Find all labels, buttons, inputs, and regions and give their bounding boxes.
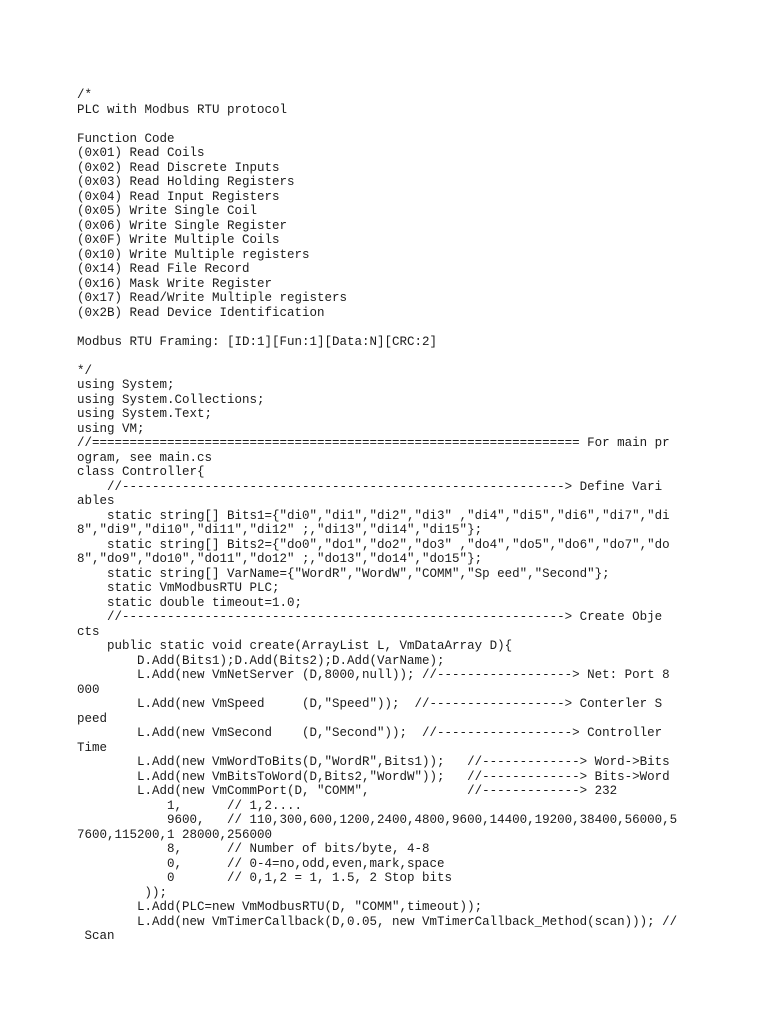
code-line: L.Add(new VmSpeed (D,"Speed")); //------------------> Conterler S	[77, 697, 663, 711]
code-line: (0x02) Read Discrete Inputs	[77, 160, 280, 175]
code-line: (0x17) Read/Write Multiple registers	[77, 291, 348, 305]
code-line: L.Add(new VmSecond (D,"Second")); //------------------> Controller	[77, 726, 663, 740]
code-line: Modbus RTU Framing: [ID:1][Fun:1][Data:N][CRC:2]	[77, 334, 438, 349]
code-line: (0x05) Write Single Coil	[77, 204, 258, 218]
code-line: using System.Text;	[77, 407, 213, 421]
code-line: D.Add(Bits1);D.Add(Bits2);D.Add(VarName);	[77, 653, 445, 668]
code-line: L.Add(new VmTimerCallback(D,0.05, new VmTimerCallback_Method(scan))); //	[77, 914, 678, 929]
code-line: //-----------------------------------------------------------> Create Obje	[77, 610, 663, 624]
code-line: 0, // 0-4=no,odd,even,mark,space	[77, 856, 445, 871]
code-line: class Controller{	[77, 465, 205, 479]
code-line: cts	[77, 624, 100, 639]
code-line: Scan	[77, 929, 115, 943]
code-line: L.Add(new VmNetServer (D,8000,null)); //------------------> Net: Port 8	[77, 668, 670, 682]
code-line: (0x04) Read Input Registers	[77, 189, 280, 204]
code-line: 000	[77, 682, 100, 697]
code-line: (0x2B) Read Device Identification	[77, 305, 325, 320]
code-line: static double timeout=1.0;	[77, 595, 303, 610]
code-line: (0x06) Write Single Register	[77, 218, 288, 233]
code-line: Time	[77, 740, 108, 755]
code-line: L.Add(new VmWordToBits(D,"WordR",Bits1)); //-------------> Word->Bits	[77, 755, 670, 769]
code-line: (0x0F) Write Multiple Coils	[77, 233, 280, 247]
code-line	[77, 117, 717, 132]
code-line: L.Add(new VmCommPort(D, "COMM", //-------------> 232	[77, 784, 618, 798]
code-line: 8","di9","di10","di11","di12" ;,"di13","di14","di15"};	[77, 523, 483, 537]
code-line: ables	[77, 494, 115, 508]
code-line: 0 // 0,1,2 = 1, 1.5, 2 Stop bits	[77, 871, 453, 885]
code-line: 8","do9","do10","do11","do12" ;,"do13","do14","do15"};	[77, 552, 483, 566]
code-line: 7600,115200,1 28000,256000	[77, 827, 273, 842]
code-line: 9600, // 110,300,600,1200,2400,4800,9600,14400,19200,38400,56000,5	[77, 813, 678, 827]
code-line: (0x16) Mask Write Register	[77, 276, 273, 291]
code-line: public static void create(ArrayList L, VmDataArray D){	[77, 639, 513, 653]
code-line: using System;	[77, 378, 175, 392]
code-line: static string[] Bits1={"di0","di1","di2","di3" ,"di4","di5","di6","di7","di	[77, 508, 670, 523]
code-line: (0x14) Read File Record	[77, 262, 250, 276]
code-line: ogram, see main.cs	[77, 450, 213, 465]
code-line: using VM;	[77, 421, 145, 436]
code-line: L.Add(PLC=new VmModbusRTU(D, "COMM",timeout));	[77, 900, 483, 914]
code-line: Function Code	[77, 131, 175, 146]
code-line: /*	[77, 88, 93, 102]
code-line: 1, // 1,2....	[77, 798, 303, 813]
code-line	[77, 320, 717, 335]
code-line: */	[77, 363, 93, 378]
code-line: 8, // Number of bits/byte, 4-8	[77, 842, 430, 856]
code-line: peed	[77, 711, 108, 726]
code-line: //================================================================= For main pr	[77, 436, 670, 450]
code-line: static string[] VarName={"WordR","WordW","COMM","Sp eed","Second"};	[77, 566, 610, 581]
code-line: using System.Collections;	[77, 392, 265, 407]
code-line: (0x10) Write Multiple registers	[77, 247, 310, 262]
code-line	[77, 349, 717, 364]
code-line: L.Add(new VmBitsToWord(D,Bits2,"WordW")); //-------------> Bits->Word	[77, 769, 670, 784]
code-listing	[77, 88, 717, 944]
code-line: PLC with Modbus RTU protocol	[77, 102, 288, 117]
code-line: (0x03) Read Holding Registers	[77, 175, 295, 189]
code-line: static VmModbusRTU PLC;	[77, 581, 280, 595]
code-line: static string[] Bits2={"do0","do1","do2","do3" ,"do4","do5","do6","do7","do	[77, 537, 670, 552]
code-line: ));	[77, 885, 168, 900]
code-line: (0x01) Read Coils	[77, 146, 205, 160]
code-line: //-----------------------------------------------------------> Define Vari	[77, 479, 663, 494]
